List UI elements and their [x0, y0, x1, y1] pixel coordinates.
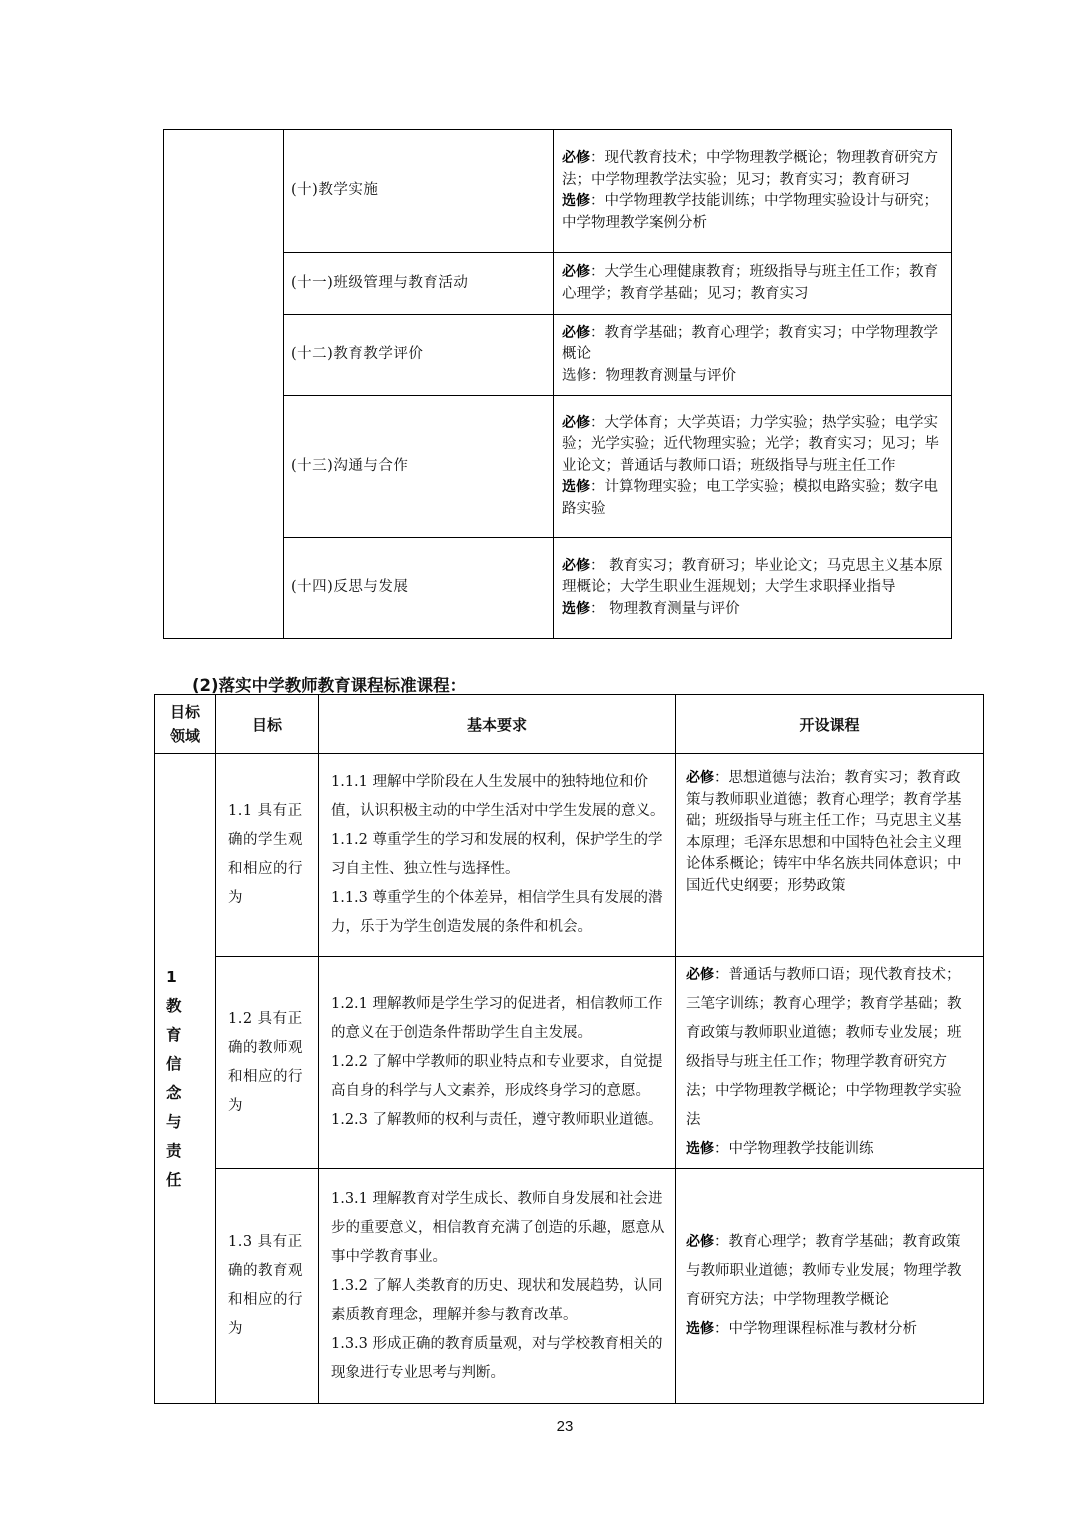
requirement-item: 1.2.1 理解教师是学生学习的促进者，相信教师工作的意义在于创造条件帮助学生自主发展。 — [331, 996, 663, 1041]
course-cell — [676, 754, 984, 957]
course-cell — [554, 130, 952, 253]
elective-label: 选修 — [686, 1321, 714, 1337]
requirement-item: 1.3.2 了解人类教育的历史、现状和发展趋势，认同素质教育理念，理解并参与教育改革。 — [331, 1277, 663, 1323]
goal-cell: 1.2 具有正确的教师观和相应的行为 — [216, 957, 319, 1169]
elective-label: 选修 — [686, 1141, 714, 1157]
table-row — [155, 957, 984, 1169]
required-courses: ：教育学基础；教育心理学；教育实习；中学物理教学概论 — [562, 324, 938, 363]
required-courses: ：现代教育技术；中学物理教学概论；物理教育研究方法；中学物理教学法实验；见习；教育实习；教育研习 — [562, 150, 938, 188]
required-courses: ：思想道德与法治；教育实习；教育政策与教师职业道德；教育心理学；教育学基础；班级指导与班主任工作；马克思主义基本原理；毛泽东思想和中国特色社会主义理论体系概论；铸牢中华名族共同体意识；中国近代史纲要；形势政策 — [686, 770, 962, 894]
requirement-item: 1.2.3 了解教师的权利与责任，遵守教师职业道德。 — [331, 1112, 663, 1128]
target-area-cell — [155, 754, 216, 1404]
required-label: 必修 — [562, 150, 590, 166]
required-label: 必修 — [686, 1234, 714, 1250]
page-number: 23 — [556, 1418, 574, 1435]
area-char: 责 — [166, 1141, 182, 1160]
required-label: 必修 — [686, 967, 714, 983]
course-cell — [554, 253, 952, 315]
elective-label: 选修 — [562, 193, 590, 209]
required-label: 必修 — [562, 324, 590, 341]
course-mapping-table-continued — [163, 129, 952, 639]
goal-cell: (十二)教育教学评价 — [284, 315, 554, 396]
required-label: 必修 — [562, 264, 590, 280]
required-courses: ：大学生心理健康教育；班级指导与班主任工作；教育心理学；教育学基础；见习；教育实习 — [562, 264, 938, 302]
table-header-row — [155, 695, 984, 754]
section-heading: (2)落实中学教师教育课程标准课程： — [192, 676, 467, 695]
basic-requirement-cell — [319, 1169, 676, 1404]
requirement-item: 1.1.1 理解中学阶段在人生发展中的独特地位和价值，认识积极主动的中学生活对中学生发展的意义。 — [331, 774, 665, 819]
required-courses: ：教育心理学；教育学基础；教育政策与教师职业道德；教师专业发展；物理学教育研究方法；中学物理教学概论 — [686, 1234, 962, 1308]
area-char: 与 — [166, 1112, 182, 1131]
required-courses: ： 教育实习；教育研习；毕业论文；马克思主义基本原理概论；大学生职业生涯规划；大学生求职择业指导 — [562, 557, 943, 596]
goal-cell: (十三)沟通与合作 — [284, 396, 554, 538]
course-cell — [554, 538, 952, 639]
elective-courses: 选修：物理教育测量与评价 — [562, 367, 736, 384]
area-char: 念 — [166, 1083, 182, 1102]
empty-area-cell — [164, 130, 284, 639]
elective-courses: ：计算物理实验；电工学实验；模拟电路实验；数字电路实验 — [562, 479, 938, 517]
required-courses: ：普通话与教师口语；现代教育技术；三笔字训练；教育心理学；教育学基础；教育政策与教师职业道德；教师专业发展；班级指导与班主任工作；物理学教育研究方法；中学物理教学概论；中学物理教学实验法 — [686, 967, 962, 1128]
header-courses: 开设课程 — [676, 695, 984, 754]
area-char: 信 — [166, 1054, 182, 1073]
table-row — [155, 754, 984, 957]
table-row — [155, 1169, 984, 1404]
elective-courses: ：中学物理课程标准与教材分析 — [714, 1321, 917, 1337]
area-char: 育 — [166, 1025, 182, 1044]
elective-label: 选修 — [562, 600, 590, 617]
goal-cell: 1.1 具有正确的学生观和相应的行为 — [216, 754, 319, 957]
requirement-item: 1.3.1 理解教育对学生成长、教师自身发展和社会进步的重要意义，相信教育充满了创造的乐趣，愿意从事中学教育事业。 — [331, 1190, 665, 1265]
required-label: 必修 — [686, 770, 714, 786]
required-label: 必修 — [562, 414, 590, 431]
requirement-item: 1.3.3 形成正确的教育质量观，对与学校教育相关的现象进行专业思考与判断。 — [331, 1335, 663, 1381]
elective-courses: ：中学物理教学技能训练；中学物理实验设计与研究；中学物理教学案例分析 — [562, 193, 938, 231]
elective-courses: ：中学物理教学技能训练 — [714, 1141, 874, 1157]
basic-requirement-cell — [319, 754, 676, 957]
basic-requirement-cell — [319, 957, 676, 1169]
area-char: 教 — [166, 996, 182, 1015]
header-target-area — [155, 695, 216, 754]
goal-cell: 1.3 具有正确的教育观和相应的行为 — [216, 1169, 319, 1404]
elective-label: 选修 — [562, 479, 590, 496]
requirement-item: 1.1.2 尊重学生的学习和发展的权利，保护学生的学习自主性、独立性与选择性。 — [331, 832, 663, 877]
header-area-line1: 目标 — [169, 703, 200, 721]
course-cell — [554, 396, 952, 538]
course-cell — [676, 957, 984, 1169]
goal-cell: (十四)反思与发展 — [284, 538, 554, 639]
goal-cell: (十一)班级管理与教育活动 — [284, 253, 554, 315]
header-goal: 目标 — [216, 695, 319, 754]
requirement-item: 1.2.2 了解中学教师的职业特点和专业要求，自觉提高自身的科学与人文素养，形成终身学习的意愿。 — [331, 1054, 663, 1099]
area-char: 任 — [166, 1170, 182, 1189]
course-cell — [554, 315, 952, 396]
header-area-line2: 领域 — [169, 727, 200, 745]
requirement-item: 1.1.3 尊重学生的个体差异，相信学生具有发展的潜力，乐于为学生创造发展的条件和机会。 — [331, 890, 663, 935]
header-basic-requirements: 基本要求 — [319, 695, 676, 754]
elective-courses: ： 物理教育测量与评价 — [590, 600, 740, 617]
course-cell — [676, 1169, 984, 1404]
required-label: 必修 — [562, 557, 590, 574]
goal-cell: (十)教学实施 — [284, 130, 554, 253]
required-courses: ：大学体育；大学英语；力学实验；热学实验；电学实验；光学实验；近代物理实验；光学；教育实习；见习；毕业论文；普通话与教师口语；班级指导与班主任工作 — [562, 414, 939, 474]
area-number: 1 — [166, 967, 177, 986]
table-row — [164, 130, 952, 253]
curriculum-standard-table — [154, 694, 984, 1404]
